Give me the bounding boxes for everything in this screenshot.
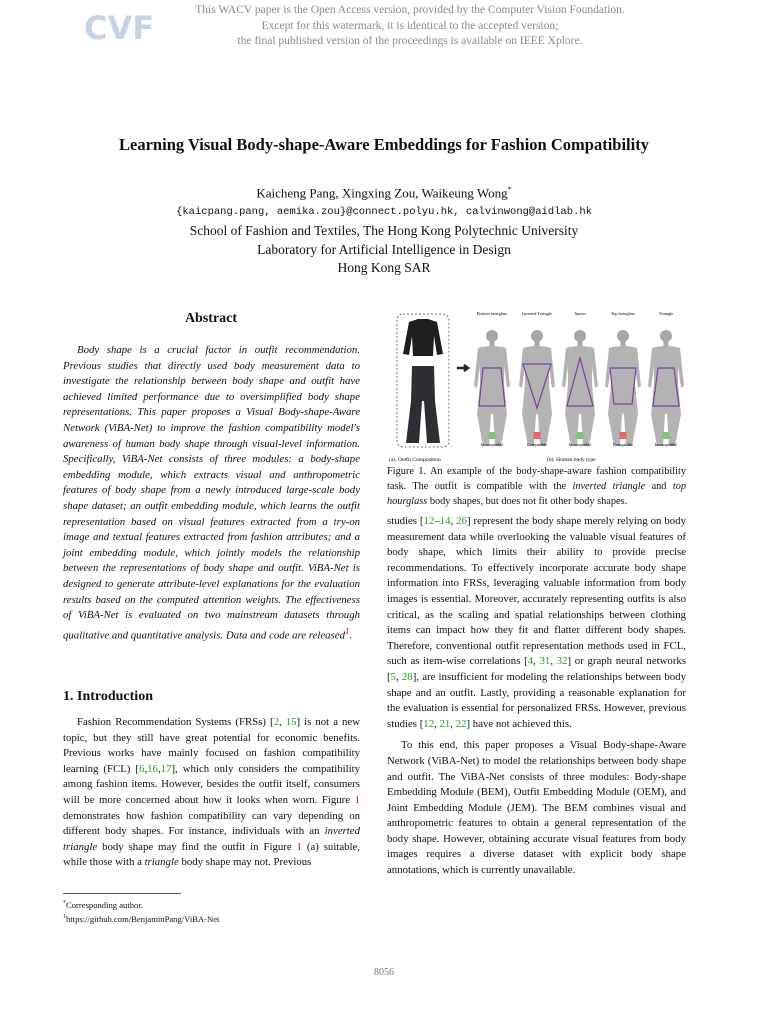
body-figure <box>474 330 510 446</box>
compatibility-label: Incompatible <box>480 442 504 447</box>
footnote-link[interactable]: 1 <box>344 625 350 636</box>
body-figure <box>605 330 641 446</box>
code-url-link[interactable]: https://github.com/BenjaminPang/ViBA-Net <box>66 913 220 924</box>
corresponding-mark: * <box>507 185 512 194</box>
body-figure <box>562 330 598 446</box>
body-type-label: Bottom hourglass <box>476 311 508 316</box>
section-heading-introduction: 1. Introduction <box>63 689 153 704</box>
subcaption-b: (b). Human body type <box>547 457 596 463</box>
arrow-icon <box>457 365 468 371</box>
compatible-check-icon <box>534 432 541 439</box>
citation-link[interactable]: 14 <box>439 515 451 527</box>
compatibility-label: Compatible <box>526 442 548 447</box>
figure-1 <box>387 306 687 466</box>
affiliation-line: School of Fashion and Textiles, The Hong Kong Polytechnic University <box>189 223 579 238</box>
figure-1-caption: Figure 1. An example of the body-shape-aware fashion compatibility task. The outfit is compatible with the inverted triangle and top hourglass body shapes, but does not fit other body shapes. <box>387 466 687 508</box>
citation-link[interactable]: 28 <box>401 670 413 683</box>
figure-link[interactable]: 1 <box>354 793 360 806</box>
citation-link[interactable]: 5 <box>390 670 397 683</box>
citation-link[interactable]: 12 <box>423 515 435 527</box>
body-type-label: Inverted Triangle <box>522 311 552 316</box>
author-emails: {kaicpang.pang, aemika.zou}@connect.polyu.hk, calvinwong@aidlab.hk <box>176 206 592 218</box>
watermark-line: the final published version of the proceedings is available on IEEE Xplore. <box>237 35 583 47</box>
abstract-heading: Abstract <box>184 311 238 326</box>
author-list: Kaicheng Pang, Xingxing Zou, Waikeung Wong* <box>256 185 512 201</box>
citation-link[interactable]: 22 <box>455 717 467 730</box>
citation-link[interactable]: 12 <box>423 717 435 730</box>
introduction-body: Fashion Recommendation Systems (FRSs) [2, 15] is not a new topic, but they still have great potential for economic benefits. Previous works have mainly focused on fashion compatibility learning (FCL) [6,16,17], which only considers the compatibility among fashion items. However, besides the outfit itself, consumers will be more concerned about how it looks when worn. Figure 1 demonstrates how fashion compatibility can vary depending on different body shapes. For instance, individuals with an inverted triangle body shape may find the outfit in Figure 1 (a) suitable, while those with a triangle body shape may not. Previous <box>63 716 360 869</box>
affiliation-line: Hong Kong SAR <box>337 260 431 275</box>
svg-text:CVF: CVF <box>84 9 155 47</box>
citation-link[interactable]: 32 <box>556 655 568 668</box>
subcaption-a: (a). Outfit Composition <box>389 457 441 463</box>
footnote-corresponding: *Corresponding author. <box>63 899 143 910</box>
incompatible-check-icon <box>489 432 496 439</box>
citation-link[interactable]: 15 <box>285 716 297 728</box>
citation-link[interactable]: 4 <box>527 655 534 668</box>
sweater-image <box>403 319 443 356</box>
paper-title: Learning Visual Body-shape-Aware Embeddings for Fashion Compatibility <box>119 135 649 154</box>
body-figure <box>648 330 684 446</box>
compatibility-label: Incompatible <box>568 442 592 447</box>
citation-link[interactable]: 21 <box>439 717 451 730</box>
body-type-label: Triangle <box>658 311 674 316</box>
body-shapes <box>474 311 684 447</box>
jeans-image <box>406 366 440 443</box>
watermark-notice <box>150 3 670 50</box>
citation-link[interactable]: 16 <box>147 762 158 775</box>
incompatible-check-icon <box>577 432 584 439</box>
compatibility-label: Incompatible <box>654 442 678 447</box>
abstract-body: Body shape is a crucial factor in outfit recommendation. Previous studies that directly used body measurement data to investigate the relationship between body shape and outfit have achieved limited performance due to oversimplified body shape representations. This paper proposes a Visual Body-shape-Aware Network (ViBA-Net) to improve the fashion compatibility model's awareness of human body shape through visual-level information. Specifically, ViBA-Net consists of three modules: a body-shape embedding module, which extracts visual and anthropometric features of body shape from a newly introduced large-scale body shape dataset; an outfit embedding module, which learns the outfit representation based on visual features extracted from a try-on image and textual features extracted from fashion attributes; and a joint embedding module, which jointly models the relationship between the representations of body shape and outfit. ViBA-Net is designed to generate attribute-level explanations for the evaluation results based on the computed attention weights. The effectiveness of ViBA-Net is evaluated on two mainstream datasets through qualitative and quantitative analysis. Data and code are released$^1$. <box>63 344 360 642</box>
citation-link[interactable]: 2 <box>273 716 280 728</box>
footnote-rule <box>63 893 181 894</box>
body-type-label: Spoon <box>574 311 586 316</box>
affiliations <box>40 222 728 278</box>
compatibility-label: Compatible <box>612 442 634 447</box>
affiliation-line: Laboratory for Artificial Intelligence in Design <box>257 241 511 257</box>
citation-link[interactable]: 6 <box>139 762 145 775</box>
footnotes <box>63 897 360 925</box>
watermark-line: Except for this watermark, it is identical to the accepted version; <box>261 19 559 32</box>
citation-link[interactable]: 26 <box>456 515 467 527</box>
cvf-logo <box>82 6 155 47</box>
citation-link[interactable]: 31 <box>539 655 551 668</box>
page-number: 8056 <box>374 967 394 978</box>
citation-link[interactable]: 17 <box>160 762 172 775</box>
compatible-check-icon <box>620 432 627 439</box>
body-figure <box>519 330 555 446</box>
incompatible-check-icon <box>663 432 670 439</box>
body-type-label: Top hourglass <box>610 311 636 316</box>
watermark-line: This WACV paper is the Open Access version, provided by the Computer Vision Foundation. <box>195 4 625 16</box>
right-column-body: studies [12–14, 26] represent the body shape merely relying on body measurement data while overlooking the valuable visual features of body shape, which limits their ability to provide precise recommendations. To effectively incorporate accurate body shape information into FRSs, leveraging valuable information from body images is essential. Moreover, accurately representing outfits is also critical, as the scaling and spatial relationships between clothing items can impact how they fit and flatter different body shapes. Therefore, conventional outfit representation methods used in FCL, such as item-wise correlations [4, 31, 32] or graph neural networks [5, 28], are insufficient for modeling the relationships between body shape and an outfit. Lastly, providing a reasonable explanation for the evaluation is essential for personalized FRSs. However, previous studies [12, 21, 22] have not achieved this. To this end, this paper proposes a Visual Body-shape-Aware Network (ViBA-Net) to model the relationships between body shape and outfit. The ViBA-Net consists of three modules: Body-shape Embedding Module (BEM), Outfit Embedding Module (OEM), and Joint Embedding Module (JEM). The BEM combines visual and anthropometric features to obtain a general representation of the body shape. However, obtaining accurate visual features from body images requires a diverse dataset with explicit body shape annotations, which is currently unavailable. <box>387 515 687 877</box>
figure-link[interactable]: 1 <box>296 840 302 853</box>
footnote-url: $^1$https://github.com/BenjaminPang/ViBA-Net <box>63 913 220 924</box>
